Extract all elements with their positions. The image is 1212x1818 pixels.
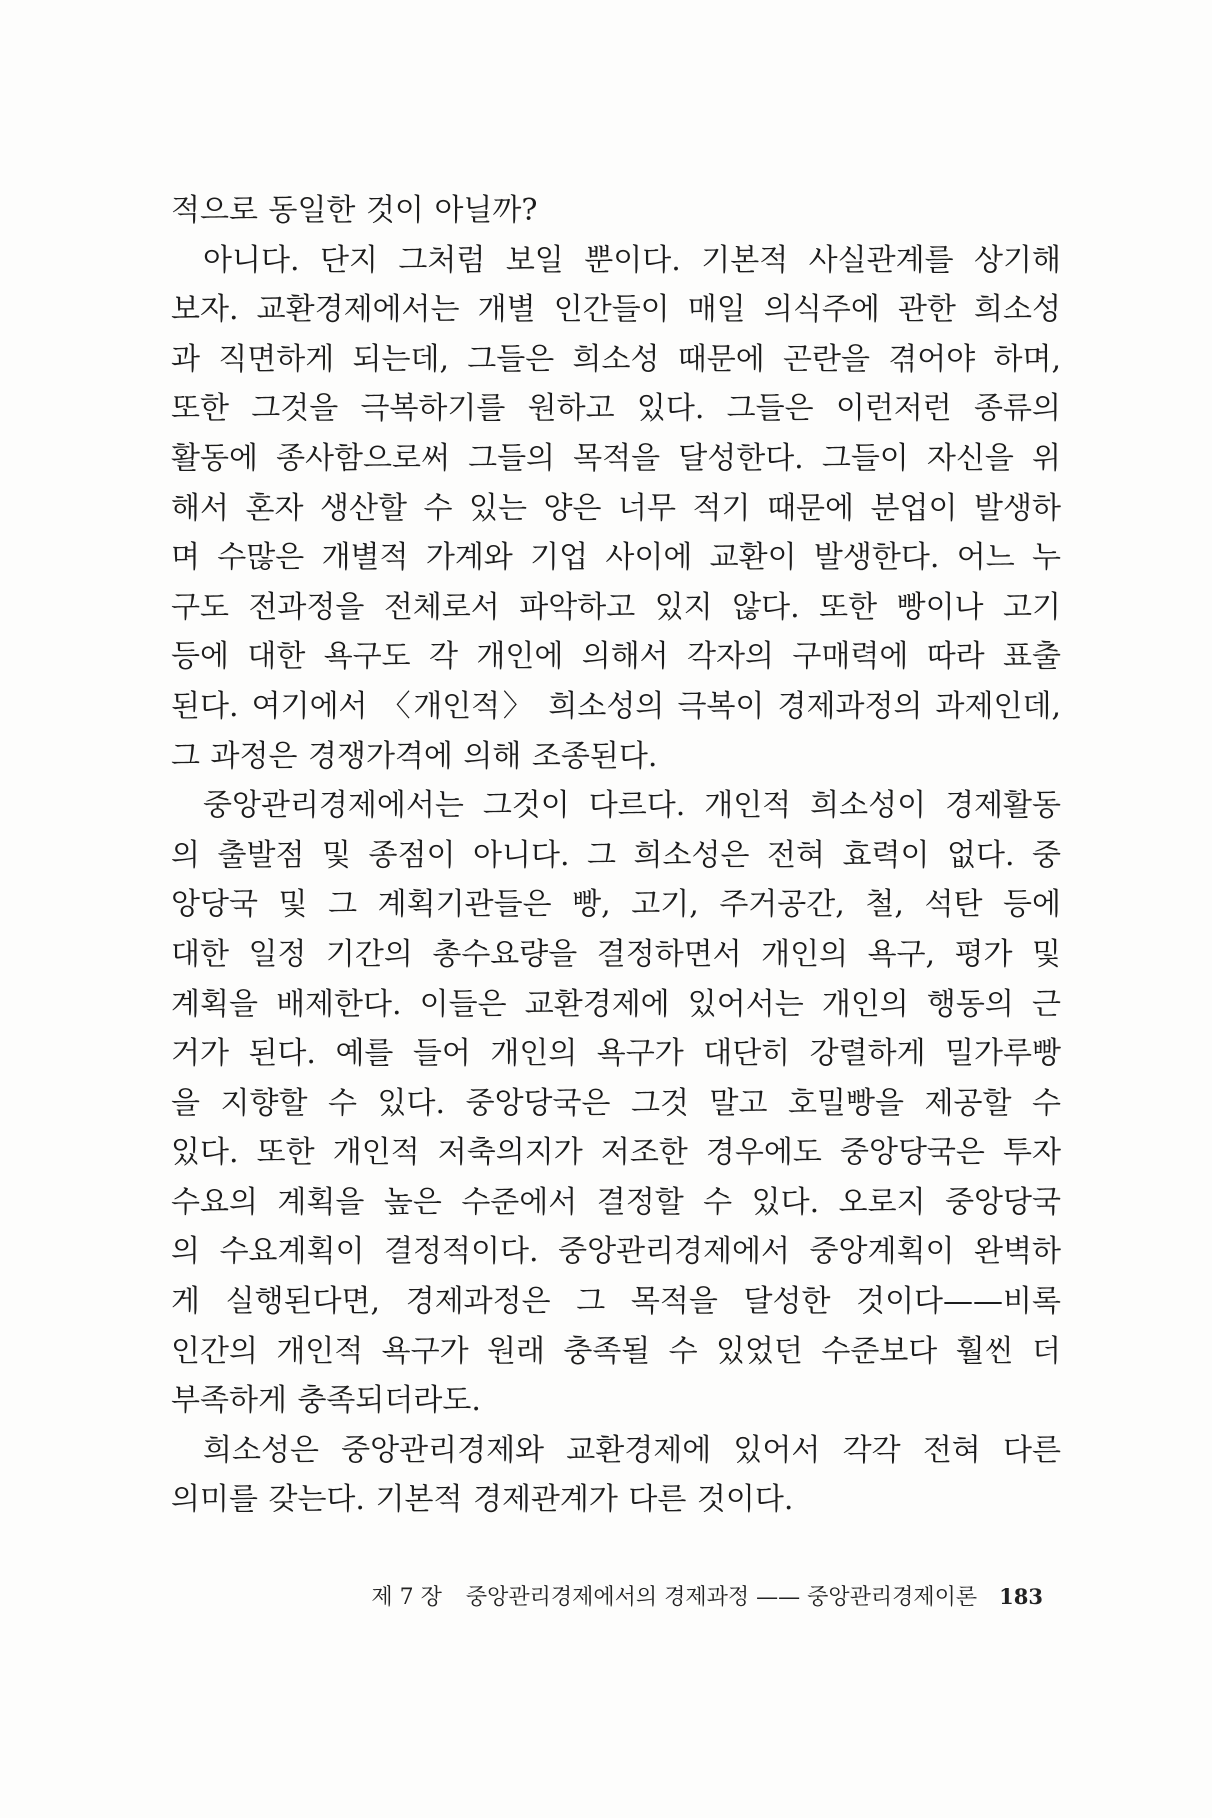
text-line: 또한 그것을 극복하기를 원하고 있다. 그들은 이런저런 종류의 [171,391,1061,427]
text-line: 을 지향할 수 있다. 중앙당국은 그것 말고 호밀빵을 제공할 수 [171,1085,1061,1121]
text-line: 등에 대한 욕구도 각 개인에 의해서 각자의 구매력에 따라 표출 [171,639,1061,675]
text-line: 된다. 여기에서 〈개인적〉 희소성의 극복이 경제과정의 과제인데, [171,688,1061,724]
text-line: 앙당국 및 그 계획기관들은 빵, 고기, 주거공간, 철, 석탄 등에 [171,887,1061,923]
text-line: 대한 일정 기간의 총수요량을 결정하면서 개인의 욕구, 평가 및 [171,936,1061,972]
text-line: 의 수요계획이 결정적이다. 중앙관리경제에서 중앙계획이 완벽하 [171,1234,1061,1270]
text-line: 구도 전과정을 전체로서 파악하고 있지 않다. 또한 빵이나 고기 [171,589,1061,625]
text-line: 활동에 종사함으로써 그들의 목적을 달성한다. 그들이 자신을 위 [171,440,1061,476]
text-line: 의미를 갖는다. 기본적 경제관계가 다른 것이다. [171,1482,794,1518]
text-line: 희소성은 중앙관리경제와 교환경제에 있어서 각각 전혀 다른 [203,1432,1061,1468]
text-line: 거가 된다. 예를 들어 개인의 욕구가 대단히 강렬하게 밀가루빵 [171,1036,1061,1072]
paragraph [171,236,1061,782]
paragraph-continuation [171,186,1061,236]
page-number: 183 [999,1584,1043,1609]
text-line: 있다. 또한 개인적 저축의지가 저조한 경우에도 중앙당국은 투자 [171,1135,1061,1171]
text-line: 그 과정은 경쟁가격에 의해 조종된다. [171,738,658,774]
text-line: 게 실행된다면, 경제과정은 그 목적을 달성한 것이다——비록 [171,1284,1061,1320]
text-line: 중앙관리경제에서는 그것이 다르다. 개인적 희소성이 경제활동 [203,788,1061,824]
text-line: 부족하게 충족되더라도. [171,1383,481,1419]
text-line: 며 수많은 개별적 가계와 기업 사이에 교환이 발생한다. 어느 누 [171,540,1061,576]
text-line: 의 출발점 및 종점이 아니다. 그 희소성은 전혀 효력이 없다. 중 [171,837,1061,873]
text-line: 인간의 개인적 욕구가 원래 충족될 수 있었던 수준보다 훨씬 더 [171,1333,1061,1369]
paragraph [171,1426,1061,1525]
paragraph [171,781,1061,1426]
text-line: 과 직면하게 되는데, 그들은 희소성 때문에 곤란을 겪어야 하며, [171,341,1061,377]
running-title: 중앙관리경제에서의 경제과정 —— 중앙관리경제이론 [465,1585,978,1610]
text-line: 계획을 배제한다. 이들은 교환경제에 있어서는 개인의 행동의 근 [171,986,1061,1022]
chapter-label: 제 7 장 [371,1585,442,1610]
text-line: 보자. 교환경제에서는 개별 인간들이 매일 의식주에 관한 희소성 [171,292,1061,328]
text-line: 적으로 동일한 것이 아닐까? [171,193,538,228]
text-line: 해서 혼자 생산할 수 있는 양은 너무 적기 때문에 분업이 발생하 [171,490,1061,526]
body-text [171,186,1061,1525]
text-line: 수요의 계획을 높은 수준에서 결정할 수 있다. 오로지 중앙당국 [171,1184,1061,1220]
running-footer [371,1582,1043,1613]
text-line: 아니다. 단지 그처럼 보일 뿐이다. 기본적 사실관계를 상기해 [203,242,1061,278]
